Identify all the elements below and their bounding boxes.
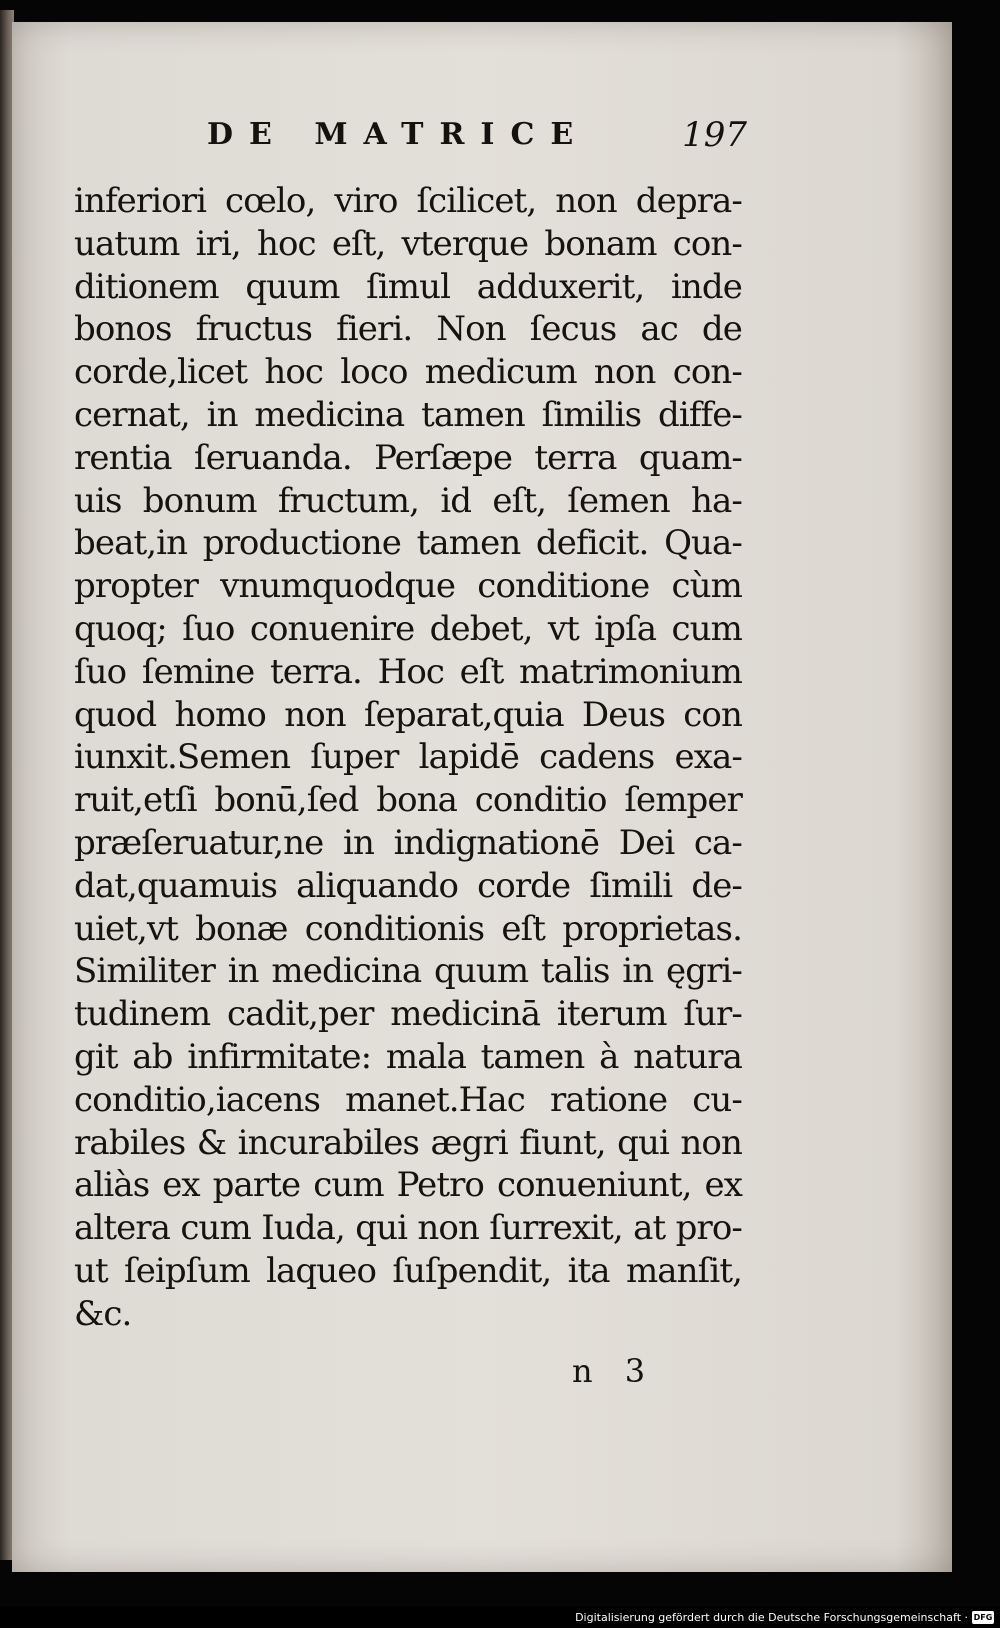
body-text xyxy=(74,180,742,1336)
footer-bar xyxy=(0,1606,1000,1628)
text-line: &c. xyxy=(74,1293,132,1334)
text-line: ut ſeipſum laqueo ſuſpendit, ita manſit, xyxy=(74,1250,742,1291)
text-line: tudinem cadit,per medicinā iterum ſur- xyxy=(74,994,742,1035)
text-line: uiet,vt bonæ conditionis eſt proprietas. xyxy=(74,908,742,949)
text-line: aliàs ex parte cum Petro conueniunt, ex xyxy=(74,1165,742,1206)
digitization-credit: Digitalisierung gefördert durch die Deutsche Forschungsgemeinschaft · xyxy=(575,1611,968,1624)
text-line: corde,licet hoc loco medicum non con- xyxy=(74,352,742,393)
signature-mark: n 3 xyxy=(572,1352,646,1390)
text-line: rabiles & incurabiles ægri fiunt, qui non xyxy=(74,1122,742,1163)
text-line: Similiter in medicina quum talis in ęgri- xyxy=(74,951,742,992)
page-number: 197 xyxy=(682,115,747,155)
text-line: præſeruatur,ne in indignationē Dei ca- xyxy=(74,822,742,863)
text-line: rentia ſeruanda. Perſæpe terra quam- xyxy=(74,437,742,478)
text-line: ſuo ſemine terra. Hoc eſt matrimonium xyxy=(74,651,742,692)
text-line: propter vnumquodque conditione cùm xyxy=(74,566,742,607)
text-line: uatum iri, hoc eſt, vterque bonam con- xyxy=(74,223,742,264)
text-line: altera cum Iuda, qui non ſurrexit, at pro- xyxy=(74,1208,742,1249)
text-line: conditio,iacens manet.Hac ratione cu- xyxy=(74,1079,742,1120)
text-line: quoq; ſuo conuenire debet, vt ipſa cum xyxy=(74,608,742,649)
book-page xyxy=(12,22,952,1572)
page-header xyxy=(207,117,747,167)
text-line: ditionem quum ſimul adduxerit, inde xyxy=(74,266,742,307)
text-line: bonos fructus fieri. Non ſecus ac de xyxy=(74,309,742,350)
text-line: cernat, in medicina tamen ſimilis diffe- xyxy=(74,394,742,435)
text-line: quod homo non ſeparat,quia Deus con xyxy=(74,694,742,735)
text-line: beat,in productione tamen deficit. Qua- xyxy=(74,523,742,564)
text-line: ruit,etſi bonū,ſed bona conditio ſemper xyxy=(74,780,742,821)
text-line: dat,quamuis aliquando corde ſimili de- xyxy=(74,865,742,906)
dfg-logo: DFG xyxy=(973,1613,993,1622)
text-line: uis bonum fructum, id eſt, ſemen ha- xyxy=(74,480,742,521)
running-title: DE MATRICE xyxy=(207,117,590,152)
text-line: inferiori cœlo, viro ſcilicet, non depra- xyxy=(74,181,742,221)
text-line: git ab infirmitate: mala tamen à natura xyxy=(74,1036,742,1077)
text-line: iunxit.Semen ſuper lapidē cadens exa- xyxy=(74,737,742,778)
